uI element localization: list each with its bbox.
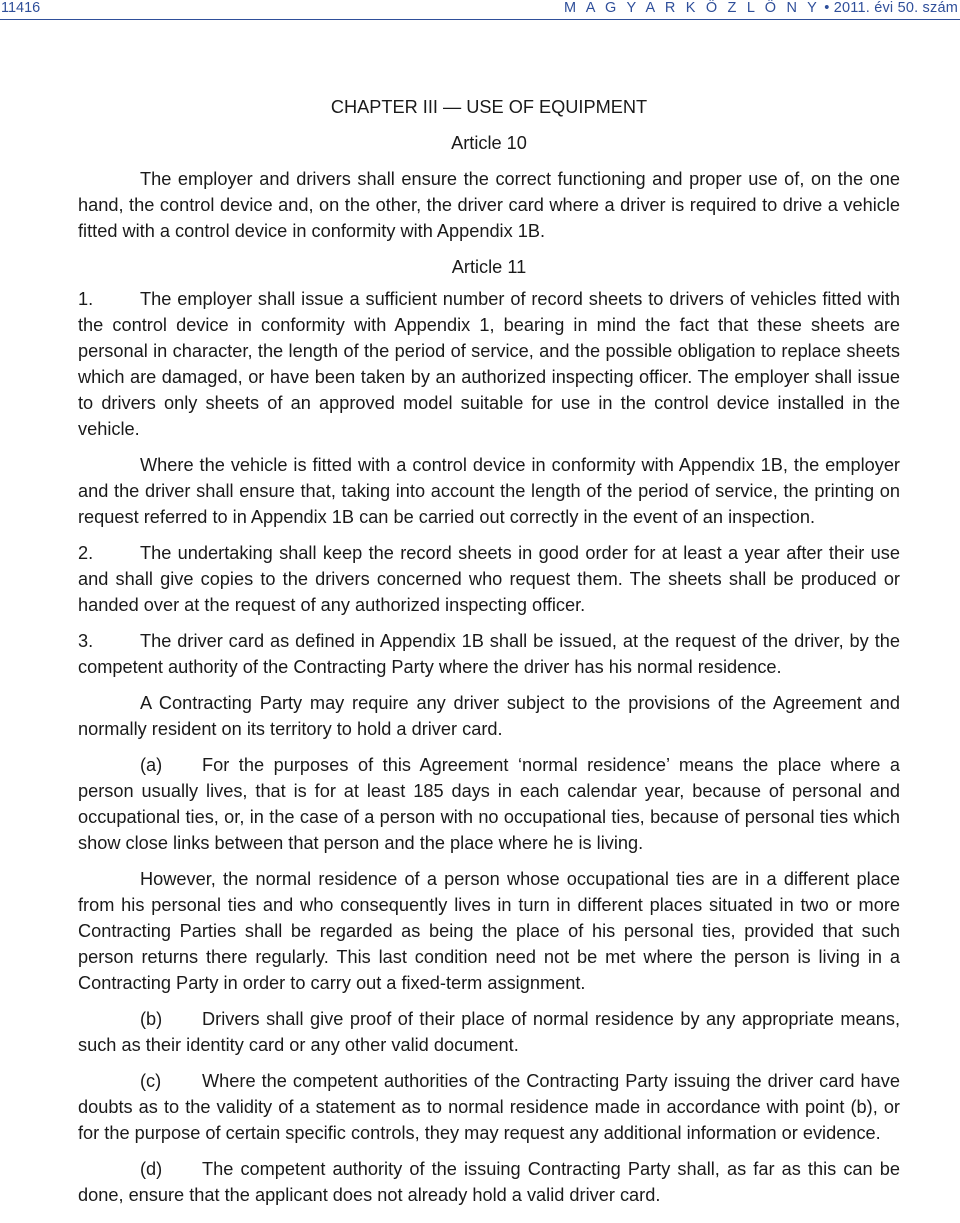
point-text: Where the competent authorities of the Contracting Party issuing the driver card have doubts as to the validity of a statement as to normal residence made in accordance with point (b), or for the purpose of certain specific controls, they may request any additional information or evidence. xyxy=(78,1071,900,1143)
article-11-heading: Article 11 xyxy=(451,257,527,277)
point-b xyxy=(78,1006,900,1058)
article-11-paragraph-1 xyxy=(78,286,900,442)
paragraph-text: The undertaking shall keep the record sheets in good order for at least a year after their use and shall give copies to the drivers concerned who request them. The sheets shall be produced or handed over at the request of any authorized inspecting officer. xyxy=(78,543,900,615)
article-11-paragraph-3 xyxy=(78,628,900,680)
paragraph-number: 3. xyxy=(78,631,94,651)
point-a-continued: However, the normal residence of a person whose occupational ties are in a different place from his personal ties and who consequently lives in turn in different places situated in two or more Contracting Parties shall be regarded as being the place of his personal ties, provided that such person returns there regularly. This last condition need not be met where the person is living in a Contracting Party in order to carry out a fixed-term assignment. xyxy=(78,869,900,993)
journal-name: M A G Y A R K Ö Z L Ö N Y xyxy=(564,0,821,16)
page-header xyxy=(0,0,960,22)
issue-label: 2011. évi 50. szám xyxy=(833,0,958,16)
point-text: For the purposes of this Agreement ‘normal residence’ means the place where a person usually lives, that is for at least 185 days in each calendar year, because of personal and occupational ties, or, in the case of a person with no occupational ties, because of personal ties which show close links between that person and the place where he is living. xyxy=(78,755,900,853)
point-text: The competent authority of the issuing Contracting Party shall, as far as this can be done, ensure that the applicant does not already hold a valid driver card. xyxy=(78,1159,900,1205)
chapter-title: CHAPTER III — USE OF EQUIPMENT xyxy=(330,97,648,117)
header-bullet: • xyxy=(824,0,830,16)
point-label: (c) xyxy=(140,1071,162,1091)
paragraph-text: The driver card as defined in Appendix 1B shall be issued, at the request of the driver, by the competent authority of the Contracting Party where the driver has his normal residence. xyxy=(78,631,900,677)
paragraph-number: 2. xyxy=(78,543,94,563)
paragraph-text: The employer shall issue a sufficient number of record sheets to drivers of vehicles fitted with the control device in conformity with Appendix 1, bearing in mind the fact that these sheets are personal in character, the length of the period of service, and the possible obligation to replace sheets which are damaged, or have been taken by an authorized inspecting officer. The employer shall issue to drivers only sheets of an approved model suitable for use in the control device installed in the vehicle. xyxy=(78,289,900,439)
point-label: (d) xyxy=(140,1159,163,1179)
point-a xyxy=(78,752,900,856)
article-11-paragraph-3b: A Contracting Party may require any driver subject to the provisions of the Agreement and normally resident on its territory to hold a driver card. xyxy=(78,693,900,739)
paragraph-number: 1. xyxy=(78,289,94,309)
journal-title xyxy=(564,0,958,16)
article-11-paragraph-1b: Where the vehicle is fitted with a control device in conformity with Appendix 1B, the employer and the driver shall ensure that, taking into account the length of the period of service, the printing on request referred to in Appendix 1B can be carried out correctly in the event of an inspection. xyxy=(78,455,900,527)
point-c xyxy=(78,1068,900,1146)
document-body xyxy=(78,94,900,1208)
point-label: (b) xyxy=(140,1009,163,1029)
page-number: 11416 xyxy=(1,0,41,16)
article-10-heading: Article 10 xyxy=(451,133,527,153)
point-text: Drivers shall give proof of their place of normal residence by any appropriate means, such as their identity card or any other valid document. xyxy=(78,1009,900,1055)
point-label: (a) xyxy=(140,755,163,775)
article-11-paragraph-2 xyxy=(78,540,900,618)
article-10-text: The employer and drivers shall ensure the correct functioning and proper use of, on the one hand, the control device and, on the other, the driver card where a driver is required to drive a vehicle fitted with a control device in conformity with Appendix 1B. xyxy=(78,169,900,241)
header-rule xyxy=(0,19,960,20)
point-d xyxy=(78,1156,900,1208)
